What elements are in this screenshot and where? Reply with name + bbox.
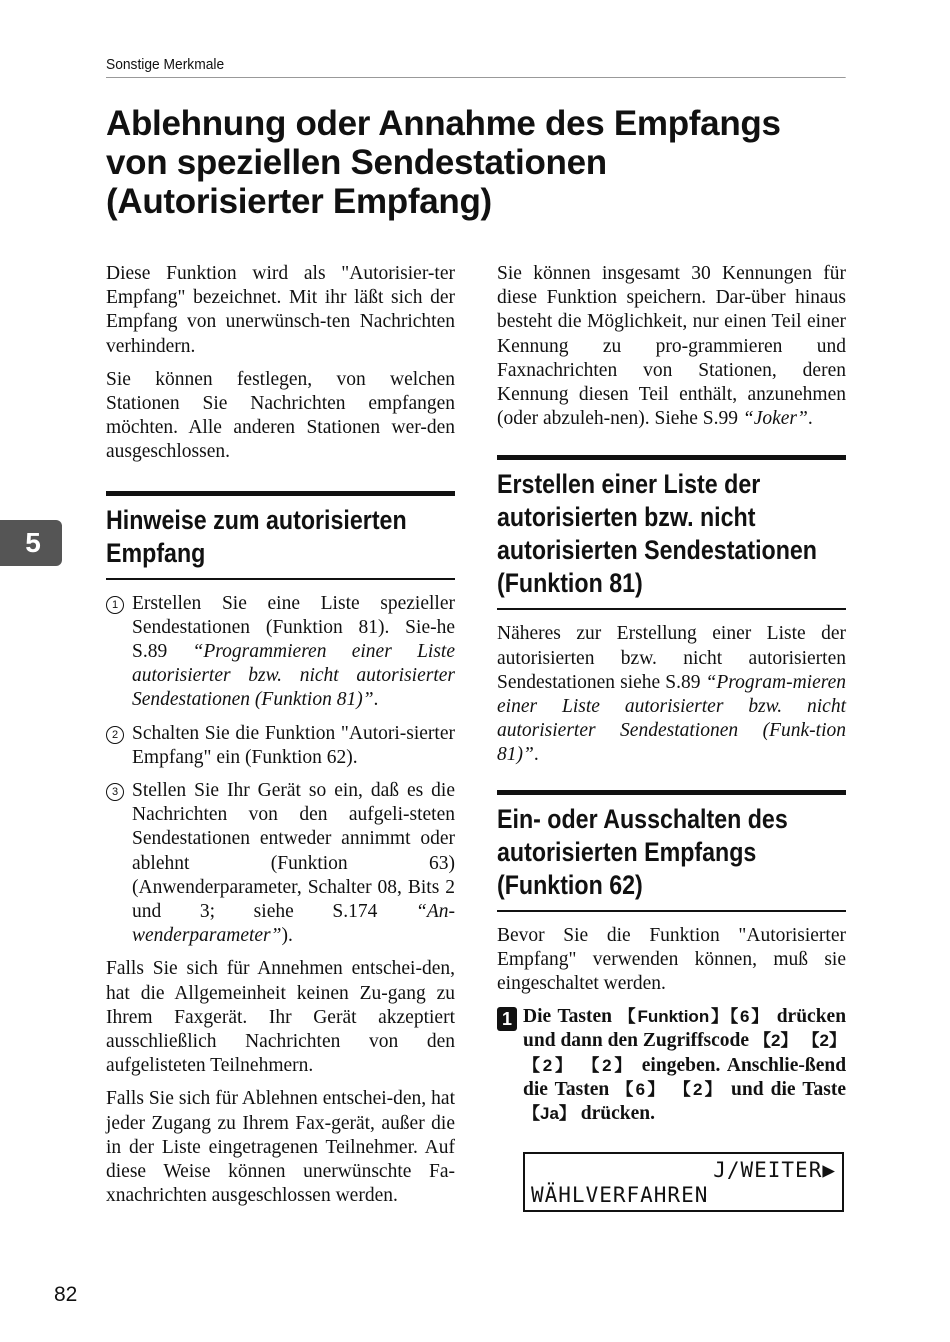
key-label: 【 2 】 [582, 1056, 634, 1075]
page-title [106, 104, 866, 221]
list-item-tail: . [373, 689, 379, 711]
circled-number: 3 [106, 783, 124, 801]
list-item [106, 592, 455, 713]
page-number: 82 [54, 1283, 78, 1306]
lcd-display [523, 1152, 844, 1212]
notes-list [106, 592, 455, 949]
key-label: 【 6 】 [730, 1007, 770, 1026]
list-item [106, 779, 455, 948]
instruction-text: eingeben. Anschlie-ßend die Tasten [523, 1054, 847, 1100]
instruction-text: drücken. [580, 1103, 656, 1125]
chapter-tab: 5 [0, 520, 62, 566]
key-label: 【 2 】 [674, 1080, 724, 1099]
intro-tail: . [807, 408, 813, 430]
circled-number: 1 [106, 596, 124, 614]
instruction-step [497, 1005, 846, 1126]
list-item-tail: ). [281, 925, 293, 947]
section-tail: . [533, 744, 539, 766]
section-text: Näheres zur Erstellung einer Liste der autorisierten bzw. nicht autorisierten Sendestationen siehe S.89 [497, 623, 846, 693]
section-paragraph: Bevor Sie die Funktion "Autorisierter Empfang" verwenden können, muß sie eingeschaltet werden. [497, 924, 846, 995]
heading-line: Hinweise zum autorisierten [106, 504, 407, 535]
key-label: 【 Ja 】 [523, 1104, 576, 1123]
heading-line: (Funktion 81) [497, 568, 643, 599]
lcd-line: WÄHLVERFAHREN [531, 1183, 709, 1208]
section-heading-notes [106, 491, 455, 580]
left-column [106, 262, 455, 1218]
key-label: 【 Funktion 】 [619, 1007, 730, 1026]
intro-paragraph [497, 262, 846, 431]
intro-paragraph: Diese Funktion wird als "Autorisier-ter Empfang" bezeichnet. Mit ihr läßt sich der Empfang von unerwünsch-ten Nachrichten verhindern. [106, 263, 455, 357]
cross-reference: “Programmieren einer Liste autorisierter bzw. nicht autorisierter Sendestationen (Funktion 81)” [132, 641, 455, 711]
page-title-line: (Autorisierter Empfang) [106, 182, 492, 221]
list-item-text: Stellen Sie Ihr Gerät so ein, daß es die Nachrichten von den aufgeli-steten Sendestationen entweder annimmt oder ablehnt (Funktion 63) (Anwenderparameter, Schalter 08, Bits 2 und 3; siehe S.174 [132, 780, 455, 923]
section-heading-toggle [497, 790, 846, 912]
step-number-badge: 1 [497, 1007, 517, 1031]
list-item [106, 722, 455, 770]
key-label: 【 2 】 [803, 1031, 847, 1050]
heading-line: autorisierten Sendestationen [497, 535, 818, 566]
instruction-text: drücken und dann den Zugriffscode [523, 1006, 847, 1052]
heading-line: autorisierten bzw. nicht [497, 502, 756, 533]
list-item-text: Erstellen Sie eine Liste spezieller Sendestationen (Funktion 81). Sie-he S.89 [132, 592, 455, 663]
lcd-line: J/WEITER▶ [713, 1158, 836, 1183]
key-label: 【 6 】 [616, 1080, 666, 1099]
accept-paragraph: Falls Sie sich für Annehmen entschei-den, hat die Allgemeinheit keinen Zu-gang zu Ihrem Faxgerät. Ihr Gerät akzeptiert ausschließlich Nachrichten von den aufgelisteten Teilnehmern. [106, 958, 455, 1077]
cross-reference: “Joker” [742, 408, 808, 430]
circled-number: 2 [106, 726, 124, 744]
running-header: Sonstige Merkmale [106, 56, 846, 78]
key-label: 【 2 】 [523, 1056, 575, 1075]
section-paragraph [497, 622, 846, 767]
cross-reference: “Program-mieren einer Liste autorisierter bzw. nicht autorisierter Sendestationen (Funk-tion 81)” [497, 671, 846, 766]
heading-line: Empfang [106, 537, 206, 568]
heading-line: Erstellen einer Liste der [497, 469, 761, 500]
intro-paragraph: Sie können festlegen, von welchen Stationen Sie Nachrichten empfangen möchten. Alle anderen Stationen wer-den ausgeschlossen. [106, 368, 455, 463]
section-heading-create-list [497, 455, 846, 610]
heading-line: (Funktion 62) [497, 869, 643, 900]
reject-paragraph: Falls Sie sich für Ablehnen entschei-den, hat jeder Zugang zu Ihrem Fax-gerät, außer die in der Liste eingetragenen Teilnehmer. Auf diese Weise können unerwünschte Fa-xnachrichten ausgeschlossen werden. [106, 1088, 455, 1207]
heading-line: autorisierten Empfangs [497, 836, 757, 867]
cross-reference: “An-wenderparameter” [132, 901, 455, 947]
right-column [497, 262, 846, 1212]
intro-text: Sie können insgesamt 30 Kennungen für diese Funktion speichern. Dar-über hinaus besteht die Möglichkeit, nur einen Teil einer Kennung zu pro-grammieren und Faxnachrichten von Stationen, deren Kennung diesen Teil enthält, anzunehmen (oder abzuleh-nen). Siehe S.99 [497, 263, 846, 430]
instruction-text: Die Tasten [523, 1006, 612, 1028]
instruction-text: und die Taste [731, 1078, 847, 1100]
key-label: 【 2 】 [754, 1031, 798, 1050]
page-title-line: von speziellen Sendestationen [106, 143, 607, 182]
page-title-line: Ablehnung oder Annahme des Empfangs [106, 104, 781, 143]
list-item-text: Schalten Sie die Funktion "Autori-sierter Empfang" ein (Funktion 62). [132, 722, 455, 768]
heading-line: Ein- oder Ausschalten des [497, 803, 788, 834]
